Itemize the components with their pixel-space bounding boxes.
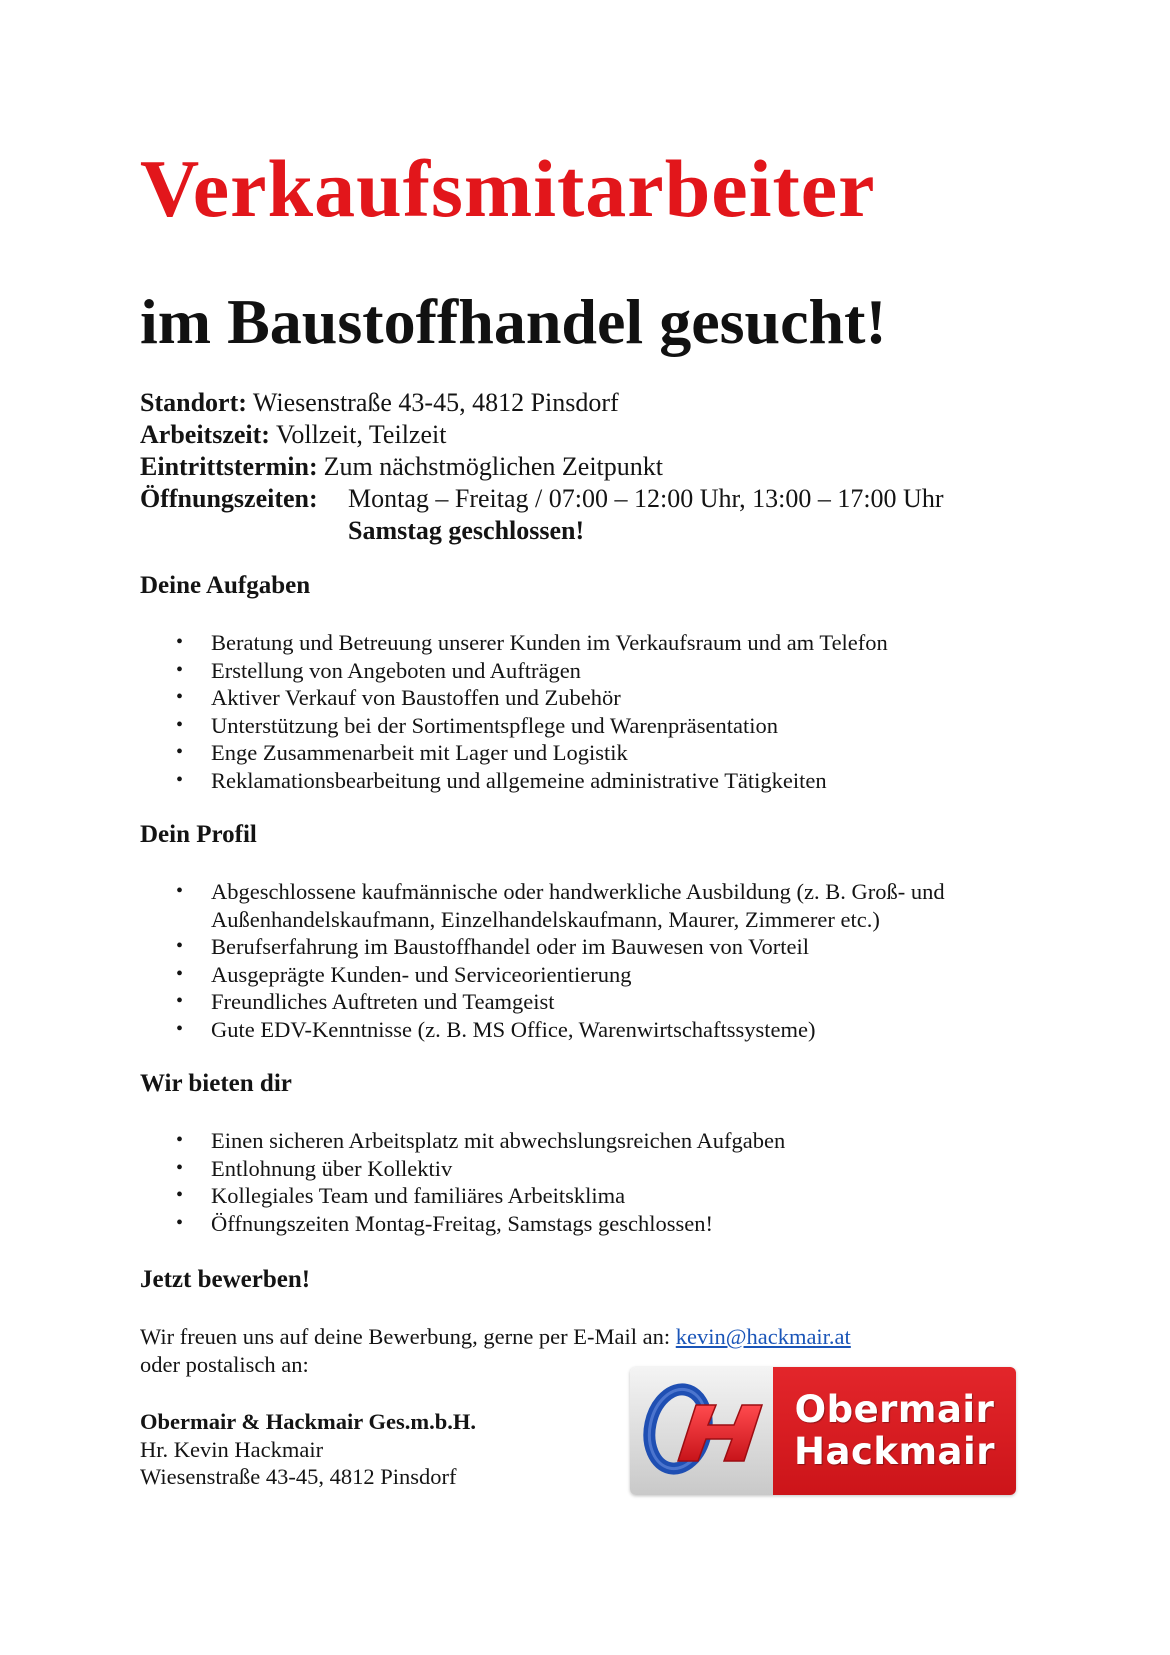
fact-location (140, 387, 663, 419)
postal-address (140, 1408, 476, 1491)
list-item: • Reklamationsbearbeitung und allgemeine administrative Tätigkeiten (140, 767, 1000, 795)
company-name: Obermair & Hackmair Ges.m.b.H. (140, 1409, 477, 1434)
logo-word-line2: Hackmair (794, 1430, 995, 1473)
list-item: • Unterstützung bei der Sortimentspflege und Warenpräsentation (140, 712, 1000, 740)
fact-location-label: Standort: (140, 388, 247, 417)
list-item: • Einen sicheren Arbeitsplatz mit abwechslungsreichen Aufgaben (140, 1127, 1000, 1155)
section-title-apply: Jetzt bewerben! (140, 1266, 311, 1293)
fact-hours-label: Öffnungszeiten: (140, 484, 318, 513)
list-item: • Gute EDV-Kenntnisse (z. B. MS Office, Warenwirtschaftssysteme) (140, 1016, 1000, 1044)
fact-worktime (140, 419, 663, 451)
apply-text-prefix: Wir freuen uns auf deine Bewerbung, gerne per E-Mail an: (140, 1324, 676, 1349)
list-item: • Freundliches Auftreten und Teamgeist (140, 988, 1000, 1016)
page-title: Verkaufsmitarbeiter (140, 143, 876, 234)
list-item: • Entlohnung über Kollektiv (140, 1155, 1000, 1183)
contact-person: Hr. Kevin Hackmair (140, 1436, 324, 1462)
fact-start-value: Zum nächstmöglichen Zeitpunkt (323, 452, 663, 481)
fact-start (140, 451, 663, 483)
fact-hours-value: Montag – Freitag / 07:00 – 12:00 Uhr, 13:00 – 17:00 Uhr (348, 484, 944, 513)
list-item: • Aktiver Verkauf von Baustoffen und Zubehör (140, 684, 1000, 712)
fact-start-label: Eintrittstermin: (140, 452, 318, 481)
fact-location-value: Wiesenstraße 43-45, 4812 Pinsdorf (252, 388, 619, 417)
apply-text-line2: oder postalisch an: (140, 1351, 309, 1377)
list-item: • Abgeschlossene kaufmännische oder handwerkliche Ausbildung (z. B. Groß- und Außenhandelskaufmann, Einzelhandelskaufmann, Maurer, Zimmerer etc.) (140, 878, 1000, 933)
fact-hours-note: Samstag geschlossen! (348, 516, 585, 545)
offer-list (140, 1127, 1000, 1237)
list-item: • Ausgeprägte Kunden- und Serviceorientierung (140, 961, 1000, 989)
profile-list (140, 878, 1000, 1043)
list-item: • Kollegiales Team und familiäres Arbeitsklima (140, 1182, 1000, 1210)
list-item: • Berufserfahrung im Baustoffhandel oder im Bauwesen von Vorteil (140, 933, 1000, 961)
company-logo (630, 1367, 1016, 1495)
job-facts (140, 387, 944, 545)
street-address: Wiesenstraße 43-45, 4812 Pinsdorf (140, 1464, 457, 1489)
logo-word-line1: Obermair (794, 1388, 995, 1431)
logo-wordmark (773, 1367, 1016, 1495)
list-item: • Erstellung von Angeboten und Aufträgen (140, 657, 1000, 685)
section-title-tasks: Deine Aufgaben (140, 572, 311, 599)
tasks-list (140, 629, 1000, 794)
fact-hours (140, 483, 944, 545)
page-subtitle: im Baustoffhandel gesucht! (140, 286, 887, 357)
email-link[interactable]: kevin@hackmair.at (675, 1324, 851, 1349)
list-item: • Beratung und Betreuung unserer Kunden im Verkaufsraum und am Telefon (140, 629, 1000, 657)
section-title-profile: Dein Profil (140, 821, 257, 848)
oh-monogram-icon (630, 1367, 773, 1495)
fact-worktime-value: Vollzeit, Teilzeit (275, 420, 447, 449)
list-item: • Enge Zusammenarbeit mit Lager und Logistik (140, 739, 1000, 767)
fact-worktime-label: Arbeitszeit: (140, 420, 270, 449)
section-title-offer: Wir bieten dir (140, 1070, 292, 1097)
list-item: • Öffnungszeiten Montag-Freitag, Samstags geschlossen! (140, 1210, 1000, 1238)
